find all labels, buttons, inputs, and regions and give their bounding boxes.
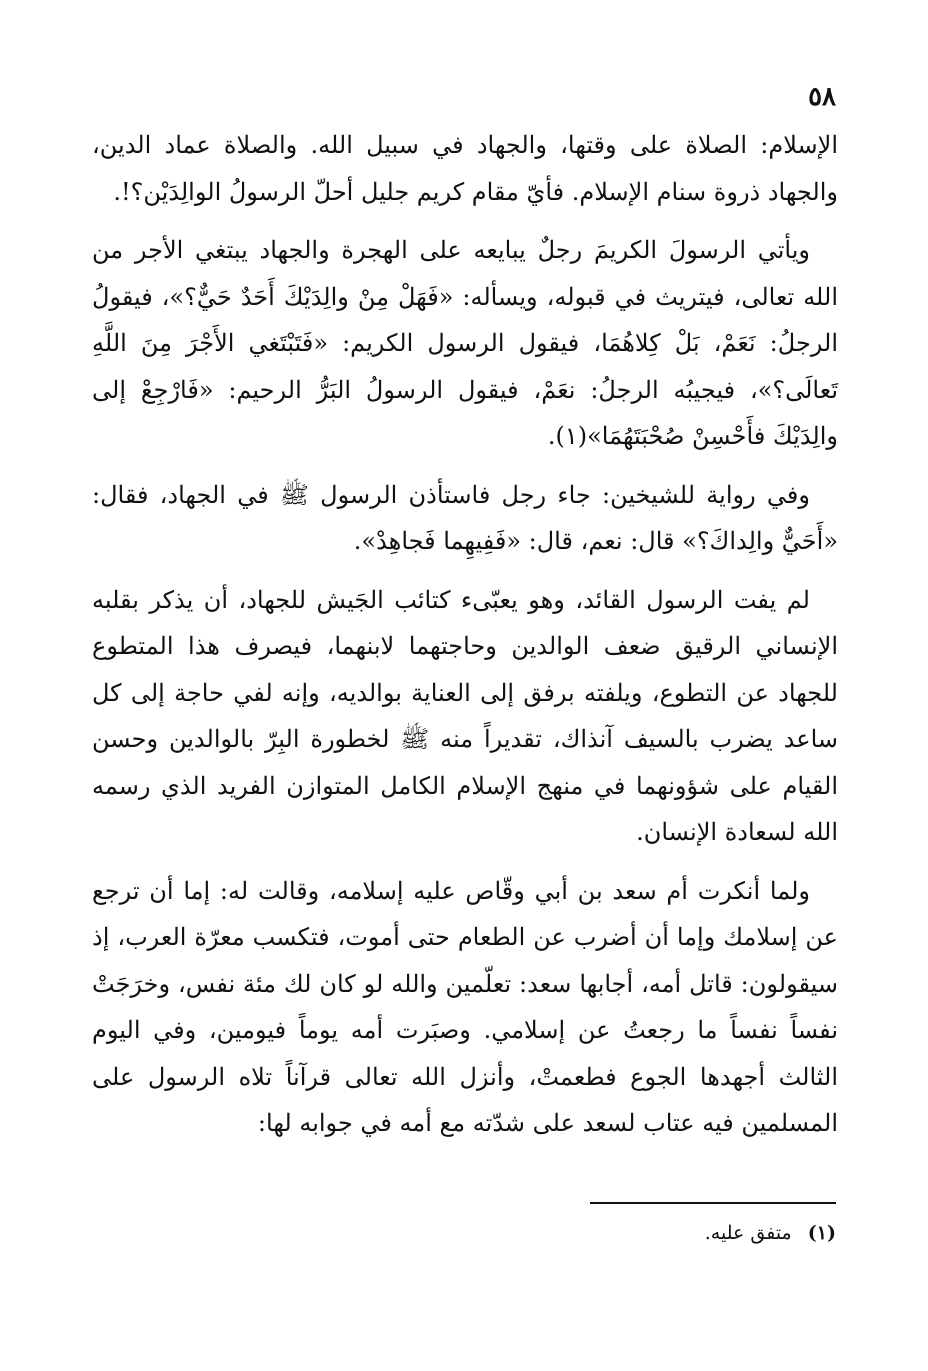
footnote-text: متفق عليه. <box>704 1222 792 1244</box>
paragraph-5: ولما أنكرت أم سعد بن أبي وقّاص عليه إسلامه، وقالت له: إما أن ترجع عن إسلامك وإما أن أضرب عن الطعام حتى أموت، فتكسب معرّة العرب، إذ سيقولون: قاتل أمه، أجابها سعد: تعلّمين والله لو كان لك مئة نفس، وخرَجَتْ نفساً نفساً ما رجعتُ عن إسلامي. وصبَرت أمه يوماً فيومين، وفي اليوم الثالث أجهدها الجوع فطعمتْ، وأنزل الله تعالى قرآناً تلاه الرسول على المسلمين فيه عتاب لسعد على شدّته مع أمه في جوابه لها: <box>92 876 839 1137</box>
paragraph-1: الإسلام: الصلاة على وقتها، والجهاد في سبيل الله. والصلاة عماد الدين، والجهاد ذروة سنام الإسلام. فأيّ مقام كريم جليل أحلّ الرسولُ الوالِدَيْن؟!. <box>92 131 838 206</box>
footnote-marker: (١) <box>807 1222 836 1244</box>
paragraph-2: ويأتي الرسولَ الكريمَ رجلٌ يبايعه على الهجرة والجهاد يبتغي الأجر من الله تعالى، فيتريث في قبوله، ويسأله: «فَهَلْ مِنْ والِدَيْكَ أَحَدٌ حَيٌّ؟»، فيقولُ الرجلُ: نَعَمْ، بَلْ كِلاهُمَا، فيقول الرسول الكريم: «فَتَبْتَغي الأَجْرَ مِنَ اللَّهِ تَعالَى؟»، فيجيبُه الرجلُ: نعَمْ، فيقول الرسولُ البَرُّ الرحيم: «فَارْجِعْ إلى والِدَيْكَ فأَحْسِنْ صُحْبَتَهُمَا»(١). <box>92 236 838 450</box>
footnote-divider <box>590 1202 836 1204</box>
paragraph-3: وفي رواية للشيخين: جاء رجل فاستأذن الرسول ﷺ في الجهاد، فقال: «أَحَيٌّ والِداكَ؟» قال: نعم، قال: «فَفِيهِما فَجاهِدْ». <box>92 480 838 555</box>
paragraph-4: لم يفت الرسول القائد، وهو يعبّىء كتائب الجَيش للجهاد، أن يذكر بقلبه الإنساني الرقيق ضعف الوالدين وحاجتهما لابنهما، فيصرف هذا المتطوع للجهاد عن التطوع، ويلفته برفق إلى العناية بوالديه، وإنه لفي حاجة إلى كل ساعد يضرب بالسيف آنذاك، تقديراً منه ﷺ لخطورة البِرّ بالوالدين وحسن القيام على شؤونهما في منهج الإسلام الكامل المتوازن الفريد الذي رسمه الله لسعادة الإنسان. <box>92 585 838 846</box>
page-number: ٥٨ <box>808 82 836 112</box>
body-text <box>92 122 838 1159</box>
footnote <box>705 1222 836 1244</box>
